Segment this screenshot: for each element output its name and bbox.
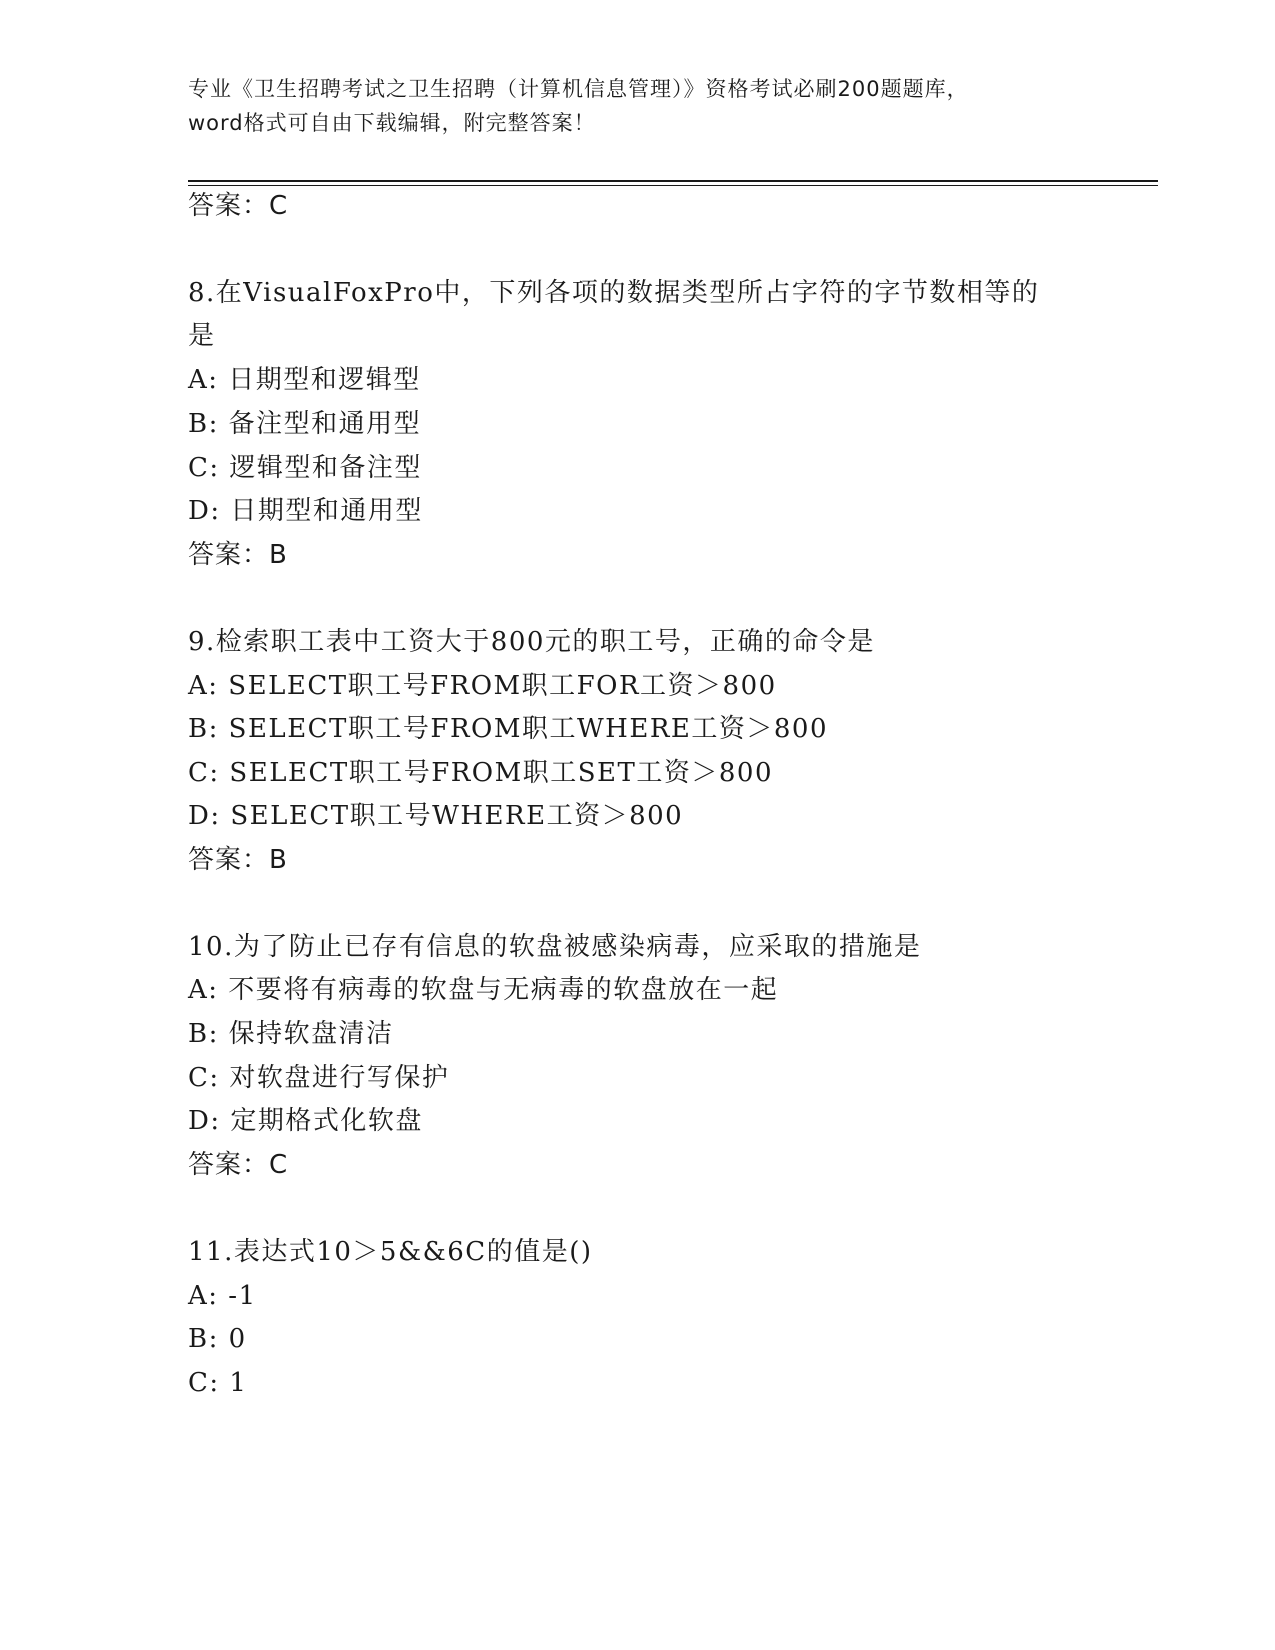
option-b: B: 保持软盘清洁: [188, 1019, 394, 1049]
option-d: D: SELECT职工号WHERE工资＞800: [188, 801, 684, 831]
answer: 答案：C: [188, 1150, 289, 1180]
question-text-line-2: 是: [188, 321, 216, 351]
question-text-line-1: 9.检索职工表中工资大于800元的职工号，正确的命令是: [188, 627, 875, 657]
question-text-line-1: 8.在VisualFoxPro中，下列各项的数据类型所占字符的字节数相等的: [188, 278, 1040, 308]
option-a: A: 日期型和逻辑型: [188, 365, 421, 395]
option-a: A: -1: [188, 1281, 257, 1311]
header-line-1: 专业《卫生招聘考试之卫生招聘（计算机信息管理）》资格考试必刷200题题库，: [188, 77, 969, 101]
header-rule-thin: [188, 185, 1158, 186]
option-b: B: SELECT职工号FROM职工WHERE工资＞800: [188, 714, 829, 744]
answer: 答案：B: [188, 540, 288, 570]
option-c: C: 1: [188, 1368, 248, 1398]
option-d: D: 定期格式化软盘: [188, 1106, 423, 1136]
question-text-line-1: 10.为了防止已存有信息的软盘被感染病毒，应采取的措施是: [188, 932, 922, 962]
previous-answer: 答案：C: [188, 191, 289, 221]
option-d: D: 日期型和通用型: [188, 496, 423, 526]
header-rule-thick: [188, 180, 1158, 182]
option-c: C: 逻辑型和备注型: [188, 453, 422, 483]
answer: 答案：B: [188, 845, 288, 875]
option-c: C: SELECT职工号FROM职工SET工资＞800: [188, 758, 774, 788]
question-text-line-1: 11.表达式10＞5&&6C的值是(): [188, 1237, 593, 1267]
header-line-2: word格式可自由下载编辑，附完整答案！: [188, 111, 596, 135]
option-b: B: 备注型和通用型: [188, 409, 422, 439]
option-c: C: 对软盘进行写保护: [188, 1063, 450, 1093]
option-a: A: 不要将有病毒的软盘与无病毒的软盘放在一起: [188, 975, 779, 1005]
document-header: [188, 72, 1088, 140]
option-a: A: SELECT职工号FROM职工FOR工资＞800: [188, 671, 777, 701]
option-b: B: 0: [188, 1324, 247, 1354]
